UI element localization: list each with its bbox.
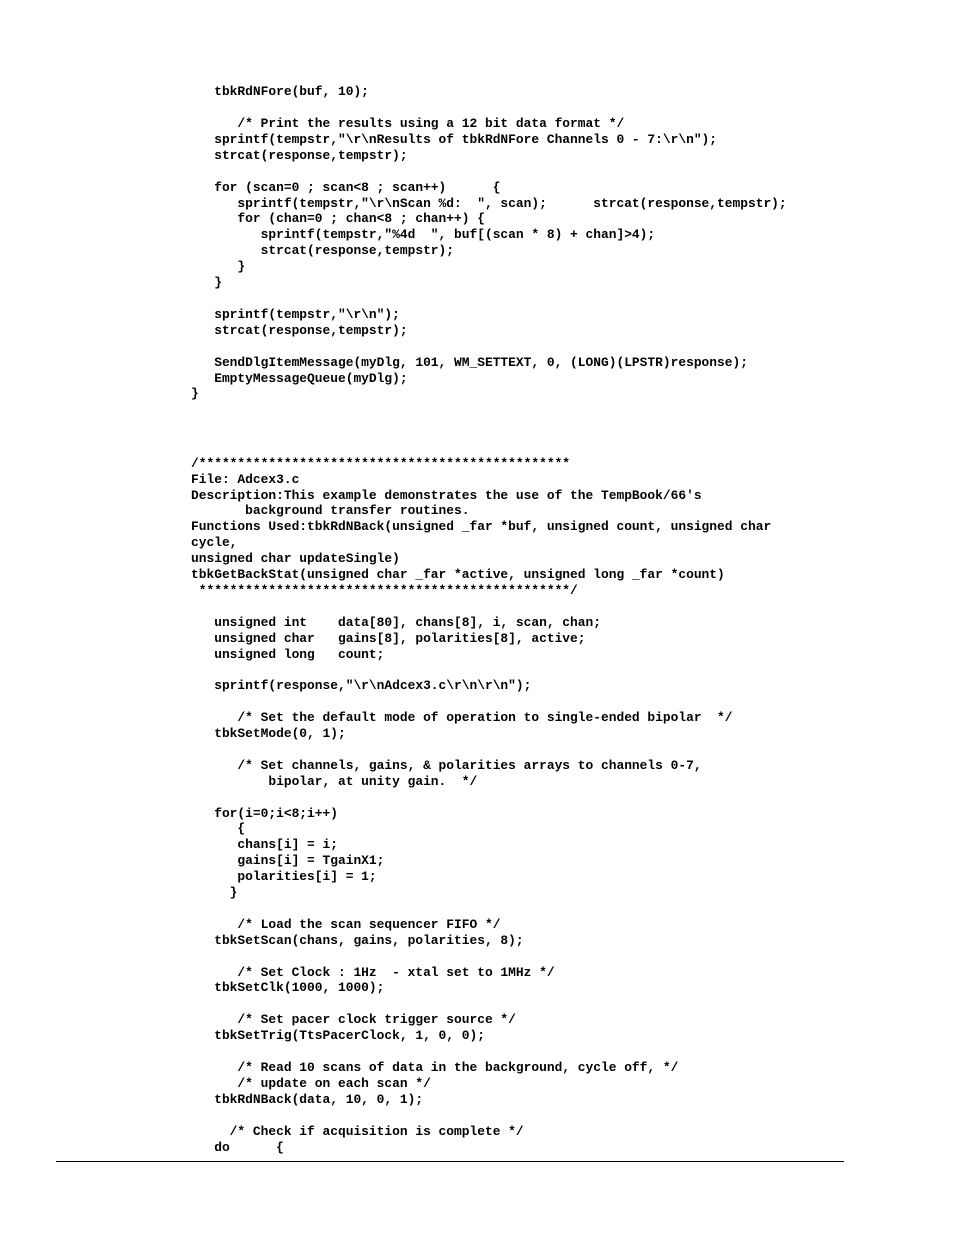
code-line: strcat(response,tempstr);	[191, 243, 455, 258]
code-line: }	[191, 386, 199, 401]
code-line: }	[191, 259, 246, 274]
code-line: tbkSetMode(0, 1);	[191, 726, 346, 741]
code-line: do {	[191, 1140, 284, 1155]
code-line: for (scan=0 ; scan<8 ; scan++) {	[191, 180, 501, 195]
code-line: gains[i] = TgainX1;	[191, 853, 385, 868]
code-line: tbkRdNFore(buf, 10);	[191, 84, 369, 99]
code-line: Functions Used:tbkRdNBack(unsigned _far *buf, unsigned count, unsigned char	[191, 519, 772, 534]
code-line: chans[i] = i;	[191, 837, 338, 852]
code-line: ************************************************/	[191, 583, 578, 598]
code-line: /* update on each scan */	[191, 1076, 431, 1091]
code-line: sprintf(tempstr,"\r\nResults of tbkRdNFore Channels 0 - 7:\r\n");	[191, 132, 718, 147]
page-footer-rule	[56, 1161, 844, 1162]
code-line: /* Set pacer clock trigger source */	[191, 1012, 516, 1027]
code-line: sprintf(tempstr,"%4d ", buf[(scan * 8) + chan]>4);	[191, 227, 656, 242]
code-line: polarities[i] = 1;	[191, 869, 377, 884]
code-line: /************************************************	[191, 456, 571, 471]
code-line: tbkSetTrig(TtsPacerClock, 1, 0, 0);	[191, 1028, 485, 1043]
code-line: tbkSetClk(1000, 1000);	[191, 980, 385, 995]
code-line: unsigned int data[80], chans[8], i, scan, chan;	[191, 615, 601, 630]
code-line: sprintf(tempstr,"\r\n");	[191, 307, 400, 322]
code-line: strcat(response,tempstr);	[191, 148, 408, 163]
code-line: strcat(response,tempstr);	[191, 323, 408, 338]
code-line: }	[191, 275, 222, 290]
code-line: /* Print the results using a 12 bit data format */	[191, 116, 625, 131]
code-line: background transfer routines.	[191, 503, 470, 518]
code-line: sprintf(tempstr,"\r\nScan %d: ", scan); strcat(response,tempstr);	[191, 196, 787, 211]
code-line: bipolar, at unity gain. */	[191, 774, 478, 789]
code-line: /* Set Clock : 1Hz - xtal set to 1MHz */	[191, 965, 555, 980]
code-line: /* Read 10 scans of data in the background, cycle off, */	[191, 1060, 679, 1075]
code-line: /* Load the scan sequencer FIFO */	[191, 917, 501, 932]
code-line: tbkRdNBack(data, 10, 0, 1);	[191, 1092, 424, 1107]
code-line: tbkSetScan(chans, gains, polarities, 8);	[191, 933, 524, 948]
code-line: tbkGetBackStat(unsigned char _far *active, unsigned long _far *count)	[191, 567, 725, 582]
code-line: /* Set channels, gains, & polarities arrays to channels 0-7,	[191, 758, 702, 773]
code-line: unsigned char gains[8], polarities[8], active;	[191, 631, 586, 646]
code-line: /* Check if acquisition is complete */	[191, 1124, 524, 1139]
code-line: File: Adcex3.c	[191, 472, 300, 487]
code-line: sprintf(response,"\r\nAdcex3.c\r\n\r\n");	[191, 678, 532, 693]
code-line: unsigned long count;	[191, 647, 385, 662]
code-line: cycle,	[191, 535, 238, 550]
code-line: for(i=0;i<8;i++)	[191, 806, 338, 821]
code-line: }	[191, 885, 238, 900]
code-line: for (chan=0 ; chan<8 ; chan++) {	[191, 211, 485, 226]
code-line: /* Set the default mode of operation to single-ended bipolar */	[191, 710, 733, 725]
code-line: SendDlgItemMessage(myDlg, 101, WM_SETTEXT, 0, (LONG)(LPSTR)response);	[191, 355, 748, 370]
code-line: {	[191, 821, 246, 836]
code-line: Description:This example demonstrates the use of the TempBook/66's	[191, 488, 702, 503]
code-line: EmptyMessageQueue(myDlg);	[191, 371, 408, 386]
code-line: unsigned char updateSingle)	[191, 551, 400, 566]
